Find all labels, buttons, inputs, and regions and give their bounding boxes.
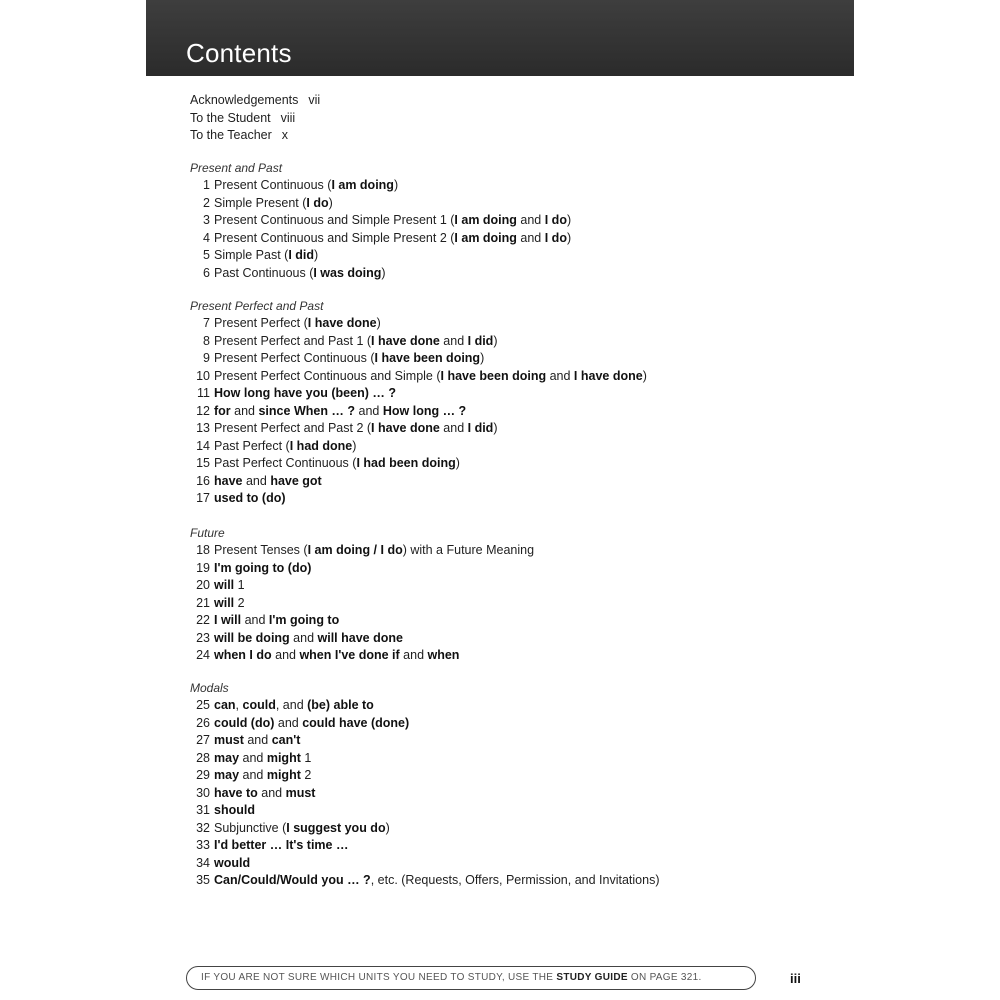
bold-term: could (do) bbox=[214, 715, 275, 730]
unit-number: 8 bbox=[203, 333, 210, 348]
bold-term: I do bbox=[544, 213, 567, 227]
bold-term: for bbox=[214, 403, 231, 418]
unit-number: 19 bbox=[196, 560, 210, 575]
bold-term: must bbox=[285, 785, 316, 800]
unit-entry[interactable] bbox=[186, 473, 322, 491]
bold-term: I had been doing bbox=[356, 456, 456, 470]
bold-term: could have (done) bbox=[302, 715, 410, 730]
unit-entry[interactable] bbox=[186, 612, 339, 630]
bold-term: if bbox=[392, 648, 400, 662]
unit-entry[interactable] bbox=[186, 785, 315, 803]
text-run: and bbox=[355, 403, 383, 418]
bold-term: might bbox=[266, 768, 301, 782]
unit-entry[interactable] bbox=[186, 177, 398, 195]
text-run: ) bbox=[493, 421, 498, 435]
text-run: IF YOU ARE NOT SURE WHICH UNITS YOU NEED TO STUDY, USE THE bbox=[201, 972, 557, 983]
text-run: ) bbox=[376, 316, 381, 330]
unit-number: 9 bbox=[203, 351, 210, 365]
text-run: and bbox=[289, 630, 318, 645]
text-run: , and bbox=[275, 698, 308, 712]
unit-entry[interactable] bbox=[186, 560, 311, 578]
text-run: , bbox=[235, 698, 243, 712]
bold-term: I did bbox=[288, 248, 315, 262]
unit-entry[interactable] bbox=[186, 697, 374, 715]
unit-number: 29 bbox=[196, 768, 210, 782]
unit-title bbox=[214, 247, 318, 265]
bold-term: have bbox=[214, 473, 243, 488]
bold-term: I suggest you do bbox=[286, 820, 386, 835]
unit-title bbox=[214, 577, 245, 595]
unit-entry[interactable] bbox=[186, 212, 571, 230]
unit-number: 18 bbox=[196, 543, 210, 557]
front-matter-item[interactable] bbox=[190, 110, 320, 128]
unit-entry[interactable] bbox=[186, 855, 250, 873]
page-title: Contents bbox=[186, 38, 292, 68]
unit-title bbox=[214, 403, 466, 421]
unit-entry[interactable] bbox=[186, 490, 286, 508]
unit-number: 33 bbox=[196, 838, 210, 852]
bold-term: I am doing bbox=[454, 213, 517, 227]
text-run: and bbox=[439, 421, 468, 435]
text-run: and bbox=[274, 715, 303, 730]
text-run: Present Perfect Continuous ( bbox=[214, 351, 375, 365]
text-run: ) bbox=[314, 248, 319, 262]
text-run: Past Continuous ( bbox=[214, 265, 314, 280]
unit-title bbox=[214, 230, 571, 248]
bold-term: have to bbox=[214, 785, 258, 800]
unit-title bbox=[214, 490, 286, 508]
bold-term: How long have you (been) … ? bbox=[214, 386, 396, 400]
text-run: ) bbox=[393, 178, 399, 192]
unit-entry[interactable] bbox=[186, 385, 396, 403]
bold-term: I have been doing bbox=[440, 368, 547, 383]
bold-term: I did bbox=[467, 333, 494, 348]
text-run: 2 bbox=[234, 595, 245, 610]
bold-term: when I do bbox=[214, 648, 272, 662]
text-run: Present Continuous and Simple Present 1 ( bbox=[214, 213, 455, 227]
bold-term: I did bbox=[467, 421, 494, 435]
text-run: ) bbox=[566, 213, 572, 227]
text-run: and bbox=[242, 473, 271, 488]
text-run: Present Perfect ( bbox=[214, 316, 308, 330]
front-matter-label: Acknowledgements bbox=[190, 93, 299, 107]
bold-term: I'd better … bbox=[214, 838, 283, 852]
front-matter bbox=[190, 92, 320, 145]
front-matter-page: x bbox=[281, 128, 289, 142]
unit-entry[interactable] bbox=[186, 595, 245, 613]
unit-title bbox=[214, 350, 484, 368]
unit-title bbox=[214, 767, 311, 785]
text-run: Simple Present ( bbox=[214, 195, 307, 210]
bold-term: I had done bbox=[289, 438, 353, 453]
text-run: and bbox=[239, 750, 267, 765]
bold-term: I have done bbox=[371, 421, 440, 435]
bold-term: will have done bbox=[317, 630, 403, 645]
bold-term: will be doing bbox=[214, 630, 290, 645]
unit-title bbox=[214, 333, 498, 351]
bold-term: I am doing bbox=[331, 178, 394, 192]
bold-term: should bbox=[214, 803, 255, 817]
unit-number: 24 bbox=[196, 648, 210, 662]
text-run: and bbox=[271, 648, 300, 662]
unit-number: 13 bbox=[196, 421, 210, 435]
text-run: Present Continuous and Simple Present 2 ( bbox=[214, 230, 455, 245]
text-run: and bbox=[546, 368, 574, 383]
bold-term: when bbox=[427, 648, 460, 662]
unit-number: 16 bbox=[196, 473, 210, 488]
text-run: and bbox=[516, 213, 545, 227]
bold-term: used to (do) bbox=[214, 491, 286, 505]
unit-number: 35 bbox=[196, 873, 210, 887]
section-heading: Present Perfect and Past bbox=[190, 299, 324, 313]
text-run: and bbox=[399, 648, 428, 662]
unit-title bbox=[214, 647, 459, 665]
text-run: and bbox=[243, 733, 272, 747]
unit-number: 20 bbox=[196, 578, 210, 592]
text-run: ) bbox=[493, 333, 498, 348]
text-run: ) bbox=[385, 820, 390, 835]
unit-entry[interactable] bbox=[186, 715, 409, 733]
unit-title bbox=[214, 872, 659, 890]
unit-number: 23 bbox=[196, 630, 210, 645]
unit-entry[interactable] bbox=[186, 230, 571, 248]
unit-number: 22 bbox=[196, 613, 210, 627]
unit-title bbox=[214, 855, 250, 873]
bold-term: might bbox=[266, 750, 301, 765]
unit-title bbox=[214, 837, 348, 855]
unit-number: 7 bbox=[203, 316, 210, 330]
study-guide-note bbox=[186, 966, 756, 990]
text-run: ) bbox=[328, 195, 333, 210]
unit-number: 3 bbox=[203, 213, 210, 227]
bold-term: I have done bbox=[573, 368, 643, 383]
text-run: and bbox=[257, 785, 286, 800]
section-heading: Future bbox=[190, 526, 225, 540]
unit-number: 15 bbox=[196, 456, 210, 470]
front-matter-page: vii bbox=[308, 93, 321, 107]
page-number: iii bbox=[790, 971, 801, 986]
text-run: 2 bbox=[300, 768, 312, 782]
bold-term: will bbox=[214, 578, 235, 592]
text-run: and bbox=[230, 403, 259, 418]
bold-term: I do bbox=[306, 195, 329, 210]
bold-term: How long … ? bbox=[382, 403, 467, 418]
text-run: ) bbox=[566, 230, 572, 245]
unit-title bbox=[214, 820, 390, 838]
text-run: ) bbox=[642, 368, 647, 383]
text-run: ) bbox=[352, 438, 357, 453]
unit-title bbox=[214, 265, 386, 283]
unit-title bbox=[214, 802, 255, 820]
unit-title bbox=[214, 455, 460, 473]
unit-title bbox=[214, 612, 339, 630]
unit-number: 28 bbox=[196, 750, 210, 765]
unit-title bbox=[214, 315, 381, 333]
unit-entry[interactable] bbox=[186, 577, 245, 595]
text-run: ) bbox=[455, 456, 460, 470]
text-run: ) bbox=[381, 265, 386, 280]
unit-entry[interactable] bbox=[186, 368, 647, 386]
unit-number: 10 bbox=[196, 368, 210, 383]
unit-title bbox=[214, 368, 647, 386]
bold-term: When … ? bbox=[293, 403, 356, 418]
text-run: 1 bbox=[234, 578, 245, 592]
unit-entry[interactable] bbox=[186, 438, 356, 456]
unit-entry[interactable] bbox=[186, 837, 348, 855]
unit-number: 6 bbox=[203, 265, 210, 280]
unit-entry[interactable] bbox=[186, 750, 311, 768]
front-matter-item[interactable] bbox=[190, 92, 320, 110]
text-run: ) bbox=[480, 351, 485, 365]
unit-entry[interactable] bbox=[186, 542, 534, 560]
unit-entry[interactable] bbox=[186, 820, 390, 838]
bold-term: must bbox=[214, 733, 244, 747]
text-run: Present Perfect Continuous and Simple ( bbox=[214, 368, 441, 383]
unit-entry[interactable] bbox=[186, 647, 459, 665]
unit-title bbox=[214, 212, 571, 230]
unit-title bbox=[214, 697, 374, 715]
unit-title bbox=[214, 438, 356, 456]
text-run: Simple Past ( bbox=[214, 248, 289, 262]
unit-title bbox=[214, 195, 333, 213]
unit-entry[interactable] bbox=[186, 247, 318, 265]
front-matter-label: To the Teacher bbox=[190, 128, 272, 142]
unit-number: 21 bbox=[196, 595, 210, 610]
bold-term: I am doing / I do bbox=[307, 543, 403, 557]
bold-term: would bbox=[214, 855, 251, 870]
bold-term: I have been doing bbox=[374, 351, 481, 365]
unit-title bbox=[214, 385, 396, 403]
unit-number: 17 bbox=[196, 491, 210, 505]
bold-term: can bbox=[214, 698, 236, 712]
bold-term: (be) able to bbox=[307, 698, 374, 712]
text-run: Subjunctive ( bbox=[214, 820, 287, 835]
bold-term: I have done bbox=[307, 316, 377, 330]
unit-entry[interactable] bbox=[186, 630, 403, 648]
unit-title bbox=[214, 595, 245, 613]
front-matter-item[interactable] bbox=[190, 127, 320, 145]
bold-term: I do bbox=[544, 230, 567, 245]
unit-number: 25 bbox=[196, 698, 210, 712]
text-run: Present Perfect and Past 2 ( bbox=[214, 421, 372, 435]
unit-entry[interactable] bbox=[186, 802, 255, 820]
bold-term: Can/Could/Would you … ? bbox=[214, 873, 371, 887]
unit-number: 27 bbox=[196, 733, 210, 747]
unit-entry[interactable] bbox=[186, 195, 333, 213]
unit-entry[interactable] bbox=[186, 732, 300, 750]
bold-term: can't bbox=[271, 733, 301, 747]
bold-term: may bbox=[214, 750, 240, 765]
text-run: and bbox=[241, 613, 269, 627]
unit-number: 30 bbox=[196, 785, 210, 800]
front-matter-page: viii bbox=[280, 110, 296, 125]
front-matter-label: To the Student bbox=[190, 110, 271, 125]
text-run: Present Tenses ( bbox=[214, 543, 308, 557]
text-run: Past Perfect Continuous ( bbox=[214, 456, 357, 470]
unit-entry[interactable] bbox=[186, 333, 498, 351]
bold-term: when I've done bbox=[299, 648, 389, 662]
unit-entry[interactable] bbox=[186, 767, 311, 785]
unit-entry[interactable] bbox=[186, 350, 484, 368]
bold-term: I was doing bbox=[313, 265, 382, 280]
unit-title bbox=[214, 785, 315, 803]
unit-title bbox=[214, 560, 311, 578]
bold-term: will bbox=[214, 595, 235, 610]
text-run: and bbox=[239, 768, 267, 782]
bold-term: have got bbox=[270, 473, 322, 488]
unit-entry[interactable] bbox=[186, 403, 466, 421]
bold-term: I will bbox=[214, 613, 242, 627]
text-run: Present Continuous ( bbox=[214, 178, 332, 192]
unit-number: 32 bbox=[196, 820, 210, 835]
unit-number: 11 bbox=[197, 386, 210, 400]
unit-number: 14 bbox=[196, 438, 210, 453]
unit-title bbox=[214, 715, 409, 733]
unit-number: 5 bbox=[203, 248, 210, 262]
unit-title bbox=[214, 630, 403, 648]
unit-number: 1 bbox=[203, 178, 210, 192]
unit-number: 2 bbox=[203, 195, 210, 210]
bold-term: STUDY GUIDE bbox=[556, 972, 628, 983]
study-guide-note-text bbox=[201, 971, 702, 985]
unit-number: 34 bbox=[196, 855, 210, 870]
unit-title bbox=[214, 420, 498, 438]
bold-term: could bbox=[242, 698, 276, 712]
unit-entry[interactable] bbox=[186, 872, 659, 890]
bold-term: may bbox=[214, 768, 240, 782]
header-band bbox=[146, 0, 854, 76]
text-run: ON PAGE 321. bbox=[627, 972, 702, 983]
text-run: and bbox=[439, 333, 468, 348]
text-run: Past Perfect ( bbox=[214, 438, 290, 453]
bold-term: I'm going to bbox=[268, 613, 340, 627]
unit-entry[interactable] bbox=[186, 420, 498, 438]
unit-number: 4 bbox=[203, 230, 210, 245]
unit-title bbox=[214, 473, 322, 491]
bold-term: I'm going to (do) bbox=[214, 560, 312, 575]
unit-title bbox=[214, 750, 311, 768]
unit-entry[interactable] bbox=[186, 315, 381, 333]
unit-number: 26 bbox=[196, 715, 210, 730]
unit-number: 31 bbox=[196, 803, 210, 817]
unit-title bbox=[214, 732, 300, 750]
unit-entry[interactable] bbox=[186, 455, 460, 473]
unit-title bbox=[214, 177, 398, 195]
unit-title bbox=[214, 542, 534, 560]
section-heading: Present and Past bbox=[190, 161, 283, 175]
bold-term: I have done bbox=[371, 333, 440, 348]
bold-term: It's time … bbox=[285, 838, 349, 852]
bold-term: I am doing bbox=[454, 230, 517, 245]
text-run: Present Perfect and Past 1 ( bbox=[214, 333, 372, 348]
contents-page bbox=[146, 0, 854, 1000]
section-heading: Modals bbox=[190, 681, 229, 695]
text-run: 1 bbox=[300, 750, 312, 765]
bold-term: since bbox=[258, 403, 291, 418]
text-run: ) with a Future Meaning bbox=[402, 543, 535, 557]
unit-entry[interactable] bbox=[186, 265, 386, 283]
unit-number: 12 bbox=[196, 403, 210, 418]
text-run: , etc. (Requests, Offers, Permission, and Invitations) bbox=[370, 873, 660, 887]
text-run: and bbox=[516, 230, 545, 245]
